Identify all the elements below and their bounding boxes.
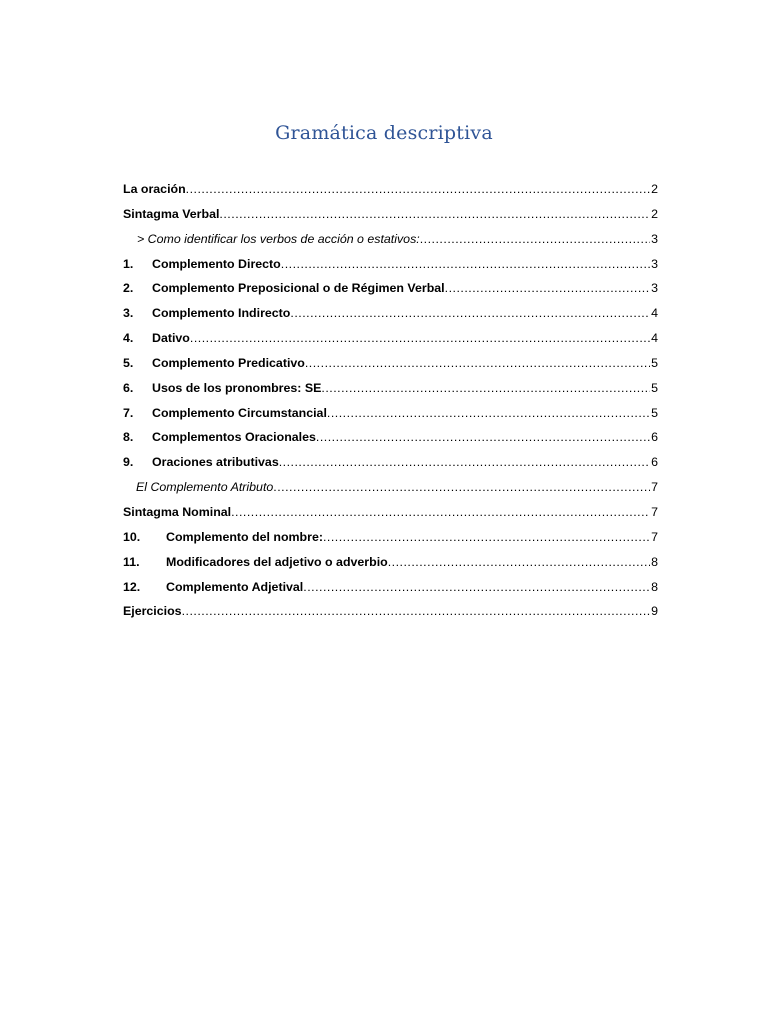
dot-leader [231, 500, 650, 525]
dot-leader [281, 252, 650, 277]
toc-page-number: 7 [651, 504, 658, 519]
toc-entry-label: Usos de los pronombres: SE [152, 380, 322, 395]
toc-entry-label: El Complemento Atributo [136, 480, 274, 495]
toc-entry-label: Dativo [152, 331, 190, 346]
toc-page-number: 7 [651, 529, 658, 544]
toc-entry-verbos-accion-estativos[interactable] [123, 227, 658, 252]
toc-entry-number: 6. [123, 380, 134, 395]
dot-leader [327, 401, 650, 426]
dot-leader [323, 525, 650, 550]
toc-entry-complemento-indirecto[interactable] [123, 301, 658, 326]
toc-entry-label: Ejercicios [123, 604, 182, 619]
toc-entry-number: 5. [123, 355, 134, 370]
dot-leader [279, 450, 650, 475]
dot-leader [445, 276, 650, 301]
toc-entry-label: Complemento Directo [152, 256, 281, 271]
toc-entry-sintagma-nominal[interactable] [123, 500, 658, 525]
toc-page-number: 5 [651, 405, 658, 420]
dot-leader [190, 326, 650, 351]
toc-entry-label: Complemento Indirecto [152, 306, 291, 321]
toc-entry-complemento-atributo[interactable] [123, 475, 658, 500]
toc-page-number: 3 [651, 281, 658, 296]
toc-entry-label: Complemento Circumstancial [152, 405, 327, 420]
dot-leader [303, 575, 650, 600]
toc-page-number: 6 [651, 455, 658, 470]
dot-leader [305, 351, 650, 376]
toc-entry-number: 7. [123, 405, 134, 420]
toc-entry-number: 8. [123, 430, 134, 445]
toc-entry-usos-pronombres-se[interactable] [123, 376, 658, 401]
toc-page-number: 8 [651, 579, 658, 594]
dot-leader [186, 177, 650, 202]
document-title: Gramática descriptiva [275, 122, 493, 144]
toc-page-number: 3 [651, 231, 658, 246]
toc-entry-label: Sintagma Nominal [123, 504, 232, 519]
toc-entry-label: Complemento Preposicional o de Régimen Verbal [152, 281, 445, 296]
toc-page-number: 4 [651, 331, 658, 346]
toc-entry-number: 11. [123, 554, 140, 569]
toc-entry-number: 3. [123, 306, 134, 321]
toc-entry-label: La oración [123, 182, 186, 196]
dot-leader [182, 599, 651, 624]
dot-leader [321, 376, 650, 401]
dot-leader [219, 202, 650, 227]
toc-entry-label: Oraciones atributivas [152, 455, 279, 470]
toc-page-number: 4 [651, 306, 658, 321]
toc-entry-modificadores-adjetivo-adverbio[interactable] [123, 550, 658, 575]
toc-entry-number: 4. [123, 331, 134, 346]
toc-entry-oraciones-atributivas[interactable] [123, 450, 658, 475]
toc-entry-label: > Como identificar los verbos de acción o estativos: [137, 231, 420, 246]
toc-entry-complemento-circumstancial[interactable] [123, 401, 658, 426]
toc-page-number: 2 [651, 182, 658, 196]
toc-entry-number: 1. [123, 256, 134, 271]
toc-entry-la-oracion[interactable] [123, 177, 658, 202]
toc-entry-label: Sintagma Verbal [123, 206, 220, 221]
toc-entry-complemento-predicativo[interactable] [123, 351, 658, 376]
toc-page-number: 3 [651, 256, 658, 271]
toc-entry-complemento-adjetival[interactable] [123, 575, 658, 600]
toc-entry-complemento-directo[interactable] [123, 252, 658, 277]
toc-entry-complemento-del-nombre[interactable] [123, 525, 658, 550]
dot-leader [290, 301, 650, 326]
toc-entry-label: Modificadores del adjetivo o adverbio [166, 554, 388, 569]
toc-entry-sintagma-verbal[interactable] [123, 202, 658, 227]
dot-leader [316, 425, 650, 450]
toc-page-number: 6 [651, 430, 658, 445]
toc-entry-number: 10. [123, 529, 141, 544]
toc-entry-number: 2. [123, 281, 134, 296]
toc-entry-label: Complementos Oracionales [152, 430, 316, 445]
toc-entry-ejercicios[interactable] [123, 599, 658, 624]
dot-leader [388, 550, 650, 575]
toc-entry-number: 12. [123, 579, 141, 594]
toc-entry-label: Complemento Adjetival [166, 579, 304, 594]
toc-page-number: 5 [651, 355, 658, 370]
toc-entry-dativo[interactable] [123, 326, 658, 351]
toc-entry-label: Complemento Predicativo [152, 355, 305, 370]
toc-page-number: 8 [651, 554, 658, 569]
toc-entry-complementos-oracionales[interactable] [123, 425, 658, 450]
toc-page-number: 7 [651, 480, 658, 495]
toc-entry-number: 9. [123, 455, 134, 470]
toc-entry-complemento-preposicional[interactable] [123, 276, 658, 301]
dot-leader [273, 475, 650, 500]
toc-page-number: 2 [651, 206, 658, 221]
toc-entry-label: Complemento del nombre: [166, 529, 323, 544]
table-of-contents [123, 177, 658, 624]
toc-page-number: 9 [651, 604, 658, 619]
toc-page-number: 5 [651, 380, 658, 395]
dot-leader [420, 227, 650, 252]
